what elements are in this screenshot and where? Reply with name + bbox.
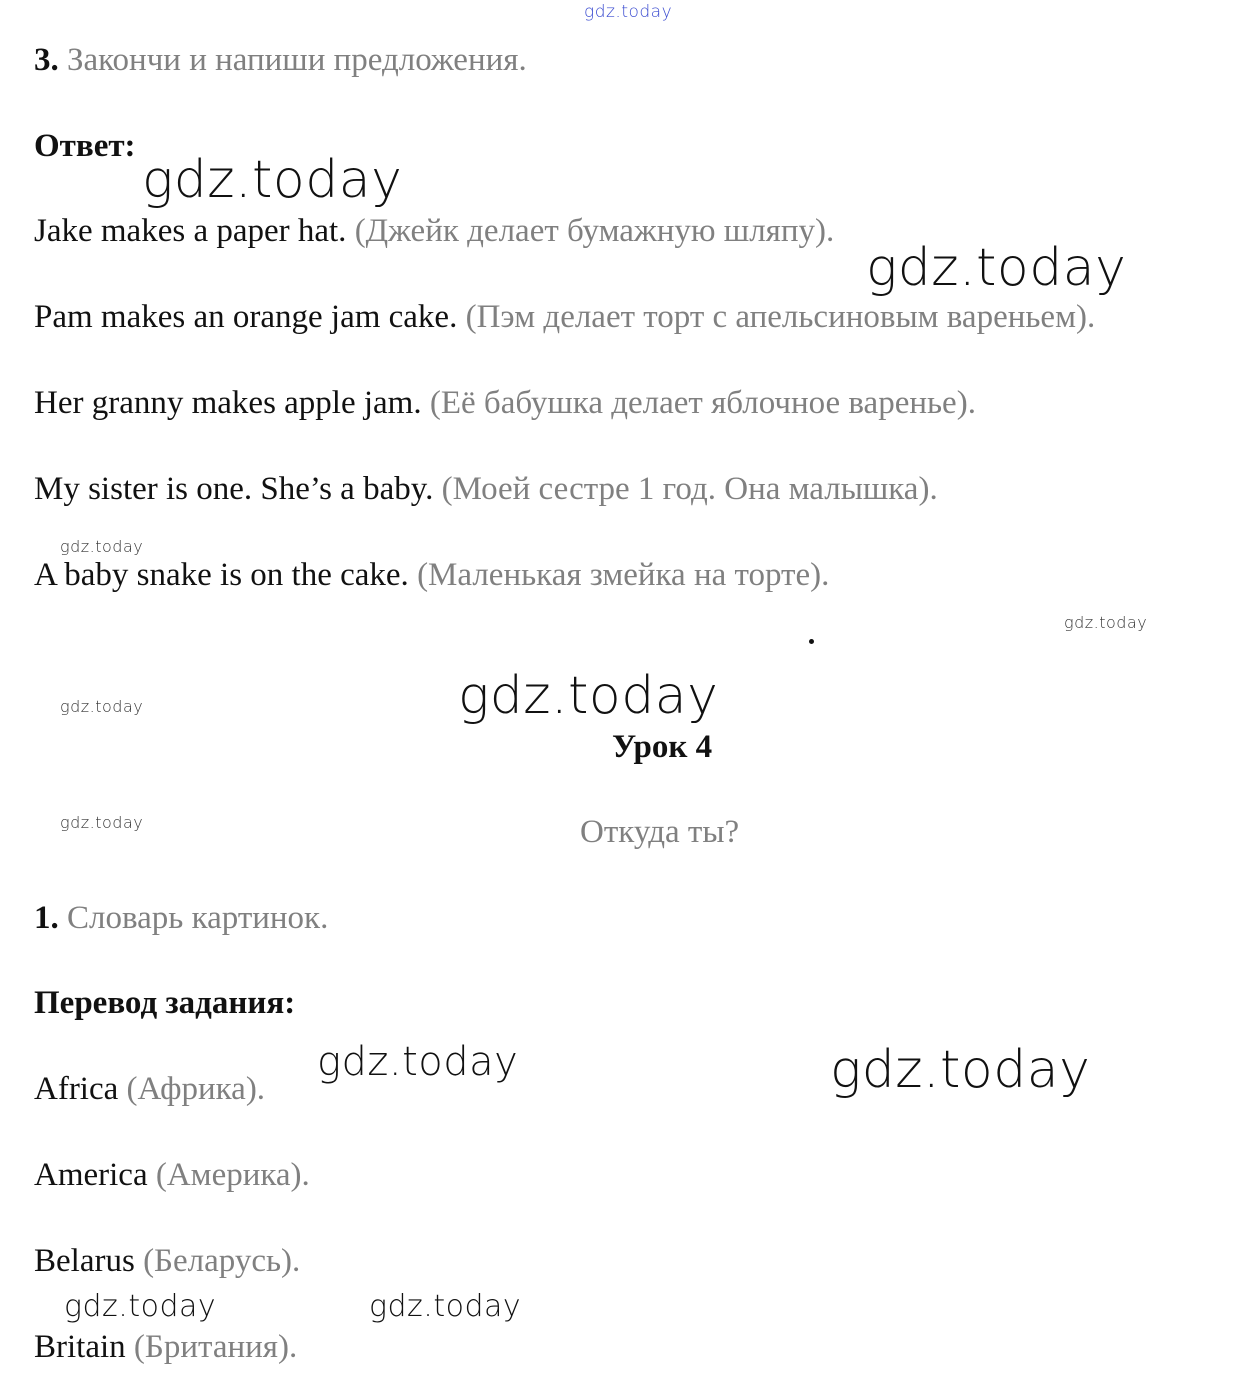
watermark-small-2: gdz.today [1064,613,1148,632]
sentence-en: A baby snake is on the cake. [34,557,409,593]
watermark-large-5: gdz.today [830,1040,1091,1100]
task1-heading [34,898,328,938]
word-en: Belarus [34,1243,135,1279]
sentence-en: Pam makes an orange jam cake. [34,299,458,335]
task3-text: Закончи и напиши предложения. [67,42,527,78]
word-4 [34,1327,297,1367]
task1-number: 1. [34,900,59,936]
sentence-3 [34,383,976,423]
sentence-en: Jake makes a paper hat. [34,213,347,249]
word-ru: (Британия). [133,1329,298,1365]
word-en: America [34,1157,148,1193]
watermark-large-4: gdz.today [317,1039,519,1085]
word-ru: (Африка). [126,1071,266,1107]
task3-heading [34,40,527,80]
watermark-medium-2: gdz.today [369,1289,522,1324]
sentence-ru: (Джейк делает бумажную шляпу). [354,213,835,249]
sentence-ru: (Маленькая змейка на торте). [417,557,830,593]
word-ru: (Америка). [155,1157,310,1193]
sentence-en: Her granny makes apple jam. [34,385,422,421]
word-en: Britain [34,1329,126,1365]
sentence-1 [34,211,834,251]
word-2 [34,1155,310,1195]
sentence-ru: (Моей сестре 1 год. Она малышка). [441,471,938,507]
watermark-large-2: gdz.today [866,238,1127,298]
task1-text: Словарь картинок. [67,900,329,936]
watermark-small-3: gdz.today [60,697,144,716]
sentence-ru: (Её бабушка делает яблочное варенье). [429,385,976,421]
watermark-large-3: gdz.today [458,666,719,726]
lesson-subtitle: Откуда ты? [580,814,740,850]
word-3 [34,1241,300,1281]
watermark-small-1: gdz.today [60,537,144,556]
sentence-ru: (Пэм делает торт с апельсиновым вареньем). [465,299,1096,335]
answer-label: Ответ: [34,128,136,164]
sentence-en: My sister is one. She’s a baby. [34,471,434,507]
word-ru: (Беларусь). [143,1243,301,1279]
word-1 [34,1069,265,1109]
watermark-small-4: gdz.today [60,813,144,832]
sentence-5 [34,555,829,595]
watermark-medium-1: gdz.today [64,1289,217,1324]
word-en: Africa [34,1071,119,1107]
watermark-top: gdz.today [584,2,673,22]
translation-label: Перевод задания: [34,985,296,1021]
task3-number: 3. [34,42,59,78]
stray-dot [809,639,814,644]
lesson-title: Урок 4 [612,729,713,765]
watermark-large-1: gdz.today [142,150,403,210]
sentence-2 [34,297,1095,337]
sentence-4 [34,469,938,509]
